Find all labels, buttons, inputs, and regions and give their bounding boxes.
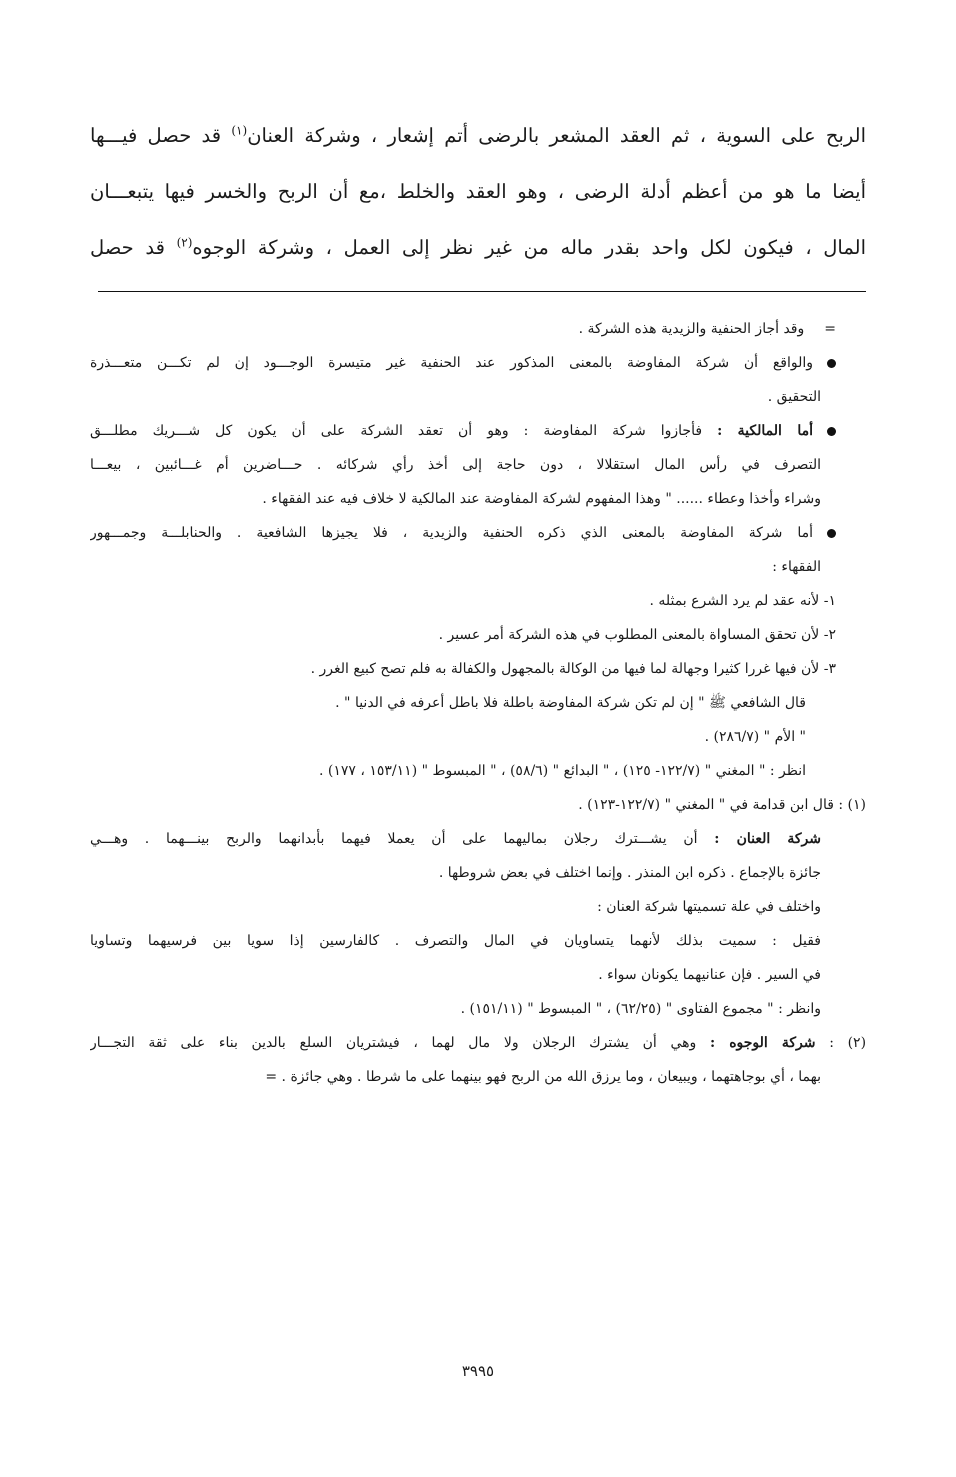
continuation-mark: = (824, 321, 836, 337)
bold-heading: شركة الوجوه : (709, 1035, 816, 1051)
main-text-line (90, 108, 866, 164)
note-text: أن يشـــترك رجلان بماليهما على أن يعملا فيهما بأبدانهما والربح بينـــهما . وهـــي (90, 831, 698, 847)
shafii-quote: قال الشافعي ﷺ " إن لم تكن شركة المفاوضة باطلة فلا باطل أعرفه في الدنيا " . (335, 695, 806, 711)
note-text: وقد أجاز الحنفية والزيدية هذه الشركة . (578, 321, 805, 337)
see-references: انظر : " المغني " (١٢٢/٧- ١٢٥) ، " البدائع " (٥٨/٦) ، " المبسوط " (١٥٣/١١ ، ١٧٧) . (319, 763, 806, 779)
bold-heading: أما المالكية : (717, 423, 814, 439)
bullet-2-line: التصرف في رأس المال استقلالا ، دون حاجة إلى أخذ رأي شركائه . حـــاضرين أم غـــائبين ، بيعـــا (90, 457, 821, 473)
footnote-2-line (90, 1026, 866, 1060)
footnote-separator (98, 291, 866, 292)
note-text: وهي أن يشترك الرجلان ولا مال لهما ، فيشتريان السلع بالدين بناء على ثقة التجـــار (90, 1035, 697, 1051)
bullet-2-line: وشراء وأخذا وعطاء ...... " وهذا المفهوم لشركة المفاوضة عند المالكية لا خلاف فيه عند الفقهاء . (262, 491, 821, 507)
main-text-line (90, 164, 866, 220)
bullet-icon (827, 427, 836, 436)
bold-heading: شركة العنان : (714, 831, 821, 847)
bullet-3-line: الفقهاء : (772, 559, 821, 575)
note-text: والواقع أن شركة المفاوضة بالمعنى المذكور عند الحنفية غير متيسرة الوجـــود إن لم تكـــن متعـــذرة (90, 355, 813, 371)
inan-line (90, 822, 866, 856)
footnote-number: (٢) : (829, 1035, 866, 1051)
text-run: قد حصل (90, 236, 177, 259)
text-run: المال ، فيكون لكل واحد بقدر ماله من غير نظر إلى العمل ، وشركة الوجوه (192, 236, 866, 259)
text-run: أيضا ما هو من أعظم أدلة الرضى ، وهو العقد والخلط ،مع أن الربح والخسر فيها يتبعـــان (90, 180, 866, 203)
text-run: قد حصل فيـــها (90, 124, 232, 147)
bullet-icon (827, 529, 836, 538)
umm-reference: " الأم " (٢٨٦/٧) . (704, 729, 806, 745)
reason-item: ٢- لأن تحقق المساواة بالمعنى المطلوب في هذه الشركة أمر عسير . (438, 627, 836, 643)
bullet-1-line: التحقيق . (767, 389, 821, 405)
reason-item: ٣- لأن فيها غررا كثيرا وجهالة لما فيها من الوكالة بالمجهول والكفالة به فلم تصح كبيع الغرر . (310, 661, 836, 677)
footnote-ref-2: (٢) (176, 235, 193, 250)
bullet-3-line (90, 516, 866, 550)
footnote-1-heading: (١) : قال ابن قدامة في " المغني " (١٢٢/٧-١٢٣) . (578, 797, 866, 813)
said-line: في السير . فإن عنانيهما يكونان سواء . (598, 967, 821, 983)
footnote-2-line: بهما ، أي بوجاهتهما ، ويبيعان ، وما يرزق الله من الربح فهو بينهما على ما شرطا . وهي جائزة . = (265, 1069, 821, 1085)
naming-line: واختلف في علة تسميتها شركة العنان : (597, 899, 821, 915)
said-line: فقيل : سميت بذلك لأنهما يتساويان في المال والتصرف . كالفارسين إذا سويا بين فرسيهما وتساويا (90, 933, 821, 949)
text-run: الربح على السوية ، ثم العقد المشعر بالرضى أتم إشعار ، وشركة العنان (247, 124, 866, 147)
bullet-2-line (90, 414, 866, 448)
note-text: فأجازوا شركة المفاوضة : وهو أن تعقد الشركة على أن يكون كل شـــريك مطلـــق (90, 423, 703, 439)
reason-item: ١- لأنه عقد لم يرد الشرع بمثله . (649, 593, 836, 609)
bullet-icon (827, 359, 836, 368)
footnotes-block (90, 312, 866, 1094)
main-text-line (90, 220, 866, 276)
inan-line: جائزة بالإجماع . ذكره ابن المنذر . وإنما اختلف في بعض شروطها . (438, 865, 821, 881)
main-text-block (90, 108, 866, 276)
note-text: أما شركة المفاوضة بالمعنى الذي ذكره الحنفية والزيدية ، فلا يجيزها الشافعية . والحنابلـــة وجمـــهور (90, 525, 813, 541)
footnote-ref-1: (١) (231, 123, 248, 138)
see-references-2: وانظر : " مجموع الفتاوى " (٦٢/٢٥) ، " المبسوط " (١٥١/١١) . (460, 1001, 821, 1017)
continuation-line (90, 312, 866, 346)
bullet-1-line (90, 346, 866, 380)
page-number: ٣٩٩٥ (461, 1362, 495, 1380)
